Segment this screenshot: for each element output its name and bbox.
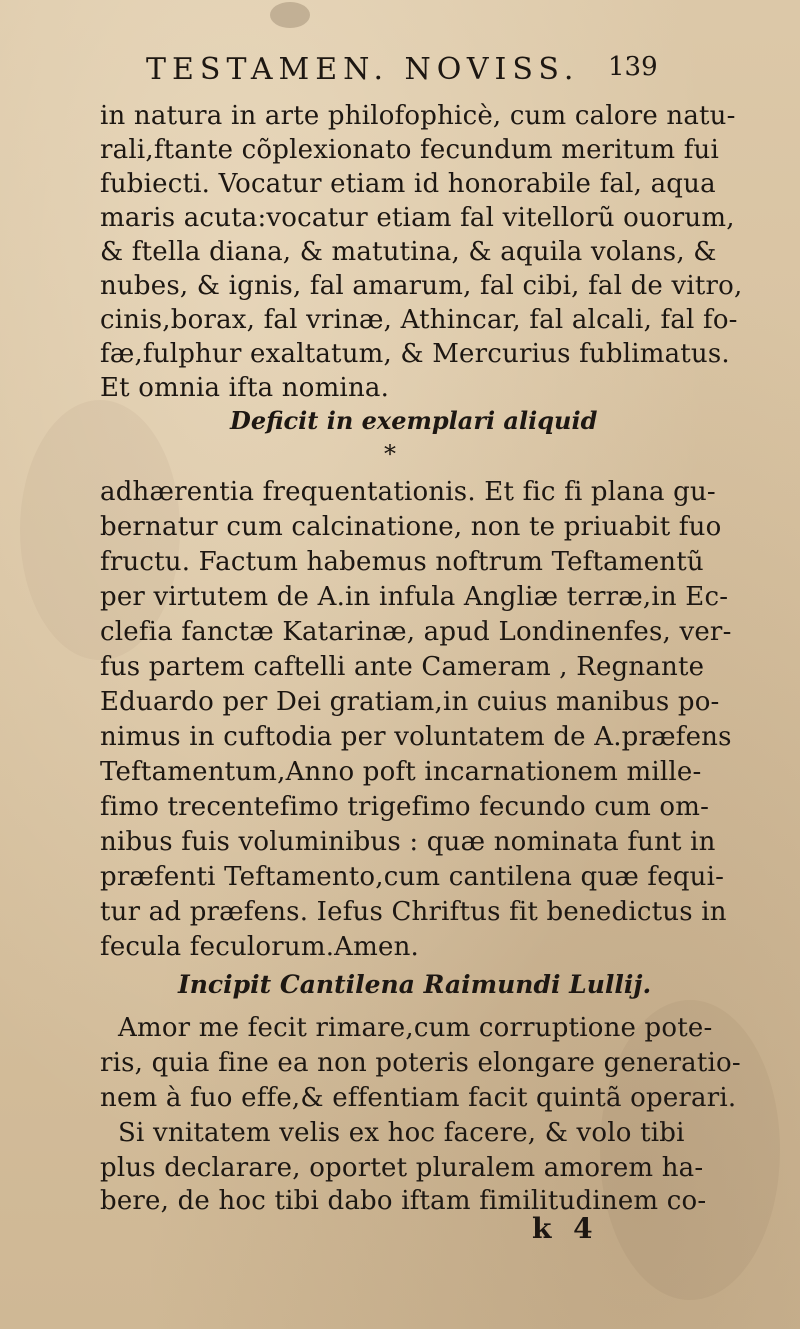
page-number: 139 <box>608 52 658 82</box>
text-line: per virtutem de A.in infula Angliæ terræ,in Ec- <box>100 582 729 612</box>
text-line: plus declarare, oportet pluralem amorem ha- <box>100 1153 704 1183</box>
text-line: adhærentia frequentationis. Et fic fi plana gu- <box>100 477 716 507</box>
text-line: fructu. Factum habemus noftrum Teftamentũ <box>100 547 704 577</box>
section-heading: Incipit Cantilena Raimundi Lullij. <box>178 970 652 999</box>
text-line: in natura in arte philofophicè, cum calore natu- <box>100 101 736 131</box>
text-line: nubes, & ignis, fal amarum, fal cibi, fal de vitro, <box>100 271 743 301</box>
text-line: Teftamentum,Anno poft incarnationem mille- <box>100 757 702 787</box>
text-line: rali,ftante cõplexionato fecundum meritum fui <box>100 135 719 165</box>
lacuna-note: Deficit in exemplari aliquid <box>230 406 598 435</box>
paper-stain <box>600 1000 780 1300</box>
text-line: bere, de hoc tibi dabo iftam fimilitudinem co- <box>100 1186 707 1216</box>
text-line: cinis,borax, fal vrinæ, Athincar, fal alcali, fal fo- <box>100 305 738 335</box>
running-header <box>146 52 686 92</box>
text-line: fubiecti. Vocatur etiam id honorabile fal, aqua <box>100 169 716 199</box>
text-line: præfenti Teftamento,cum cantilena quæ fequi- <box>100 862 725 892</box>
signature-mark: k 4 <box>532 1212 599 1245</box>
text-line: Eduardo per Dei gratiam,in cuius manibus po- <box>100 687 720 717</box>
text-line: ris, quia fine ea non poteris elongare generatio- <box>100 1048 741 1078</box>
ink-blot <box>270 2 310 28</box>
text-line: nimus in cuftodia per voluntatem de A.præfens <box>100 722 732 752</box>
running-title: TESTAMEN. NOVISS. <box>146 52 580 87</box>
text-line: fæ,fulphur exaltatum, & Mercurius fublimatus. <box>100 339 730 369</box>
text-line: fus partem caftelli ante Cameram , Regnante <box>100 652 705 682</box>
text-line: bernatur cum calcinatione, non te priuabit fuo <box>100 512 722 542</box>
text-line: tur ad præfens. Iefus Chriftus fit benedictus in <box>100 897 727 927</box>
text-line: Si vnitatem velis ex hoc facere, & volo tibi <box>118 1118 685 1148</box>
text-line: nibus fuis voluminibus : quæ nominata funt in <box>100 827 716 857</box>
text-line: fimo trecentefimo trigefimo fecundo cum om- <box>100 792 710 822</box>
text-line: clefia fanctæ Katarinæ, apud Londinenfes, ver- <box>100 617 732 647</box>
asterisk-mark: * <box>384 440 396 468</box>
text-line: nem à fuo effe,& effentiam facit quintã operari. <box>100 1083 737 1113</box>
text-line: Amor me fecit rimare,cum corruptione pote- <box>118 1013 713 1043</box>
text-line: fecula feculorum.Amen. <box>100 932 420 962</box>
text-line: Et omnia ifta nomina. <box>100 373 390 403</box>
text-line: & ftella diana, & matutina, & aquila volans, & <box>100 237 717 267</box>
text-line: maris acuta:vocatur etiam fal vitellorũ ouorum, <box>100 203 735 233</box>
